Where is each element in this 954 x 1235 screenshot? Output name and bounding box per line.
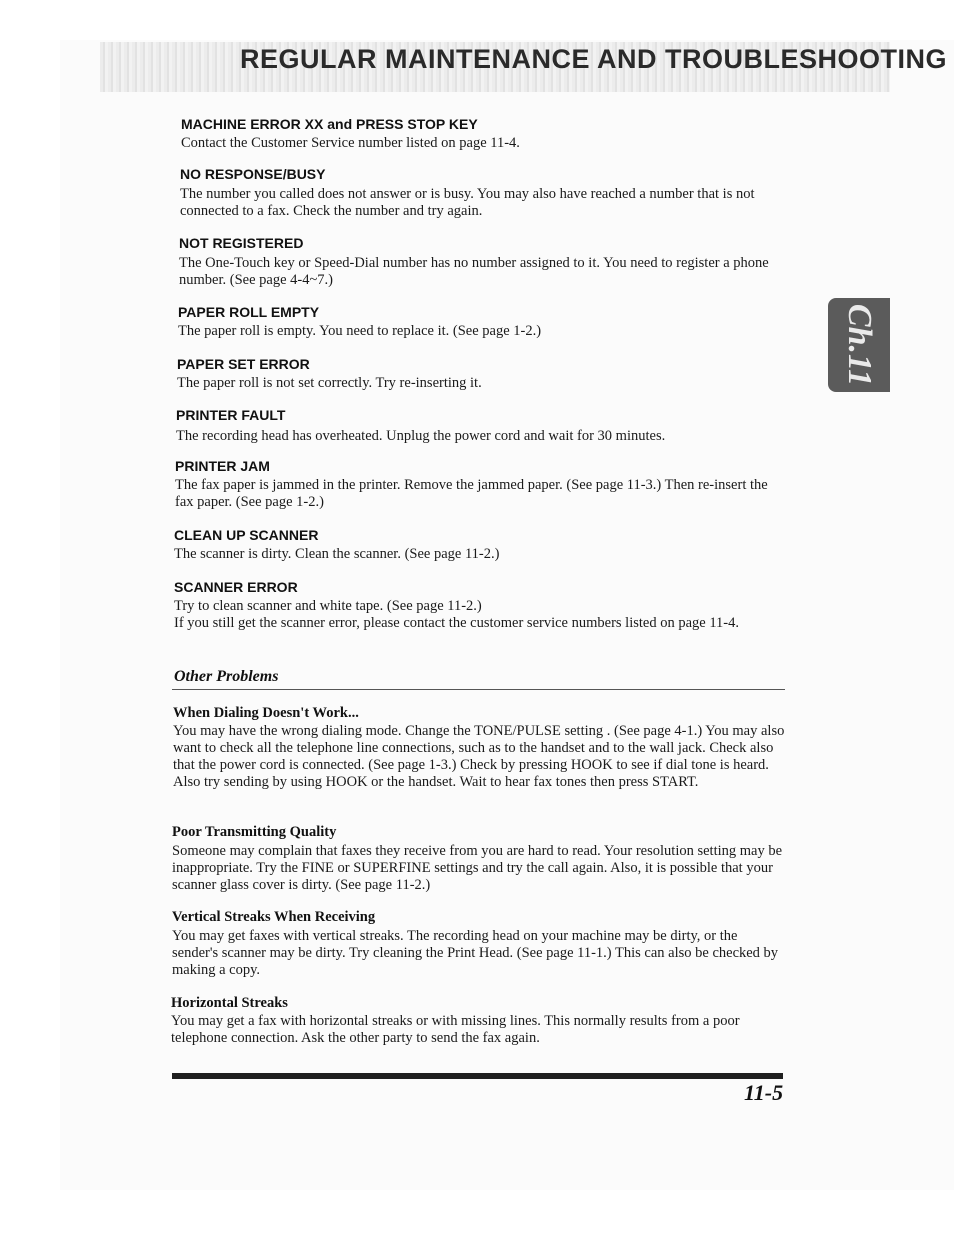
error-description: Contact the Customer Service number listed on page 11-4. — [181, 135, 520, 151]
page-title: REGULAR MAINTENANCE AND TROUBLESHOOTING — [240, 44, 947, 74]
error-description-continued: If you still get the scanner error, please contact the customer service numbers listed on page 11-4. — [174, 615, 739, 631]
problem-description: Someone may complain that faxes they receive from you are hard to read. Your resolution setting may be inappropriate. Try the FINE or SUPERFINE settings and try the call again. Also, it is possible that your scanner glass cover is dirty. (See page 11-2.) — [172, 843, 783, 893]
error-heading: NOT REGISTERED — [179, 235, 304, 251]
problem-heading: Poor Transmitting Quality — [172, 824, 337, 840]
error-heading: PAPER ROLL EMPTY — [178, 304, 320, 320]
error-description: The recording head has overheated. Unplug the power cord and wait for 30 minutes. — [176, 428, 666, 444]
problem-description: You may get faxes with vertical streaks. The recording head on your machine may be dirty, or the sender's scanner may be dirty. Try cleaning the Print Head. (See page 11-1.) This can also be checked by making a copy. — [172, 928, 779, 978]
footer-rule — [172, 1073, 783, 1079]
problem-description: You may have the wrong dialing mode. Change the TONE/PULSE setting . (See page 4-1.) You may also want to check all the telephone line connections, such as to the handset and to the wall jack. Check also that the power cord is connected. (See page 1-3.) Check by pressing HOOK to see if dial tone is heard. Also try sending by using HOOK or the handset. Wait to hear fax tones then press START. — [173, 723, 785, 790]
page-number: 11-5 — [744, 1080, 784, 1105]
error-heading: NO RESPONSE/BUSY — [180, 166, 326, 182]
error-description: The paper roll is not set correctly. Try re-inserting it. — [177, 375, 482, 391]
error-description: The One-Touch key or Speed-Dial number has no number assigned to it. You need to register a phone number. (See page 4-4~7.) — [179, 255, 769, 288]
error-heading: MACHINE ERROR XX and PRESS STOP KEY — [181, 116, 478, 132]
error-heading: CLEAN UP SCANNER — [174, 527, 319, 543]
error-heading: SCANNER ERROR — [174, 579, 298, 595]
section-divider — [172, 689, 785, 690]
error-description: The number you called does not answer or is busy. You may also have reached a number that is not connected to a fax. Check the number and try again. — [180, 186, 755, 219]
section-title-other-problems: Other Problems — [174, 668, 279, 685]
error-description: The scanner is dirty. Clean the scanner. (See page 11-2.) — [174, 546, 500, 562]
chapter-tab-label: Ch.11 — [841, 303, 878, 387]
error-description: The paper roll is empty. You need to replace it. (See page 1-2.) — [178, 323, 542, 339]
error-heading: PRINTER JAM — [175, 458, 270, 474]
problem-description: You may get a fax with horizontal streaks or with missing lines. This normally results from a poor telephone connection. Ask the other party to send the fax again. — [171, 1013, 740, 1046]
error-heading: PRINTER FAULT — [176, 407, 286, 423]
problem-heading: Horizontal Streaks — [171, 995, 288, 1011]
error-heading: PAPER SET ERROR — [177, 356, 310, 372]
error-description: Try to clean scanner and white tape. (See page 11-2.) — [174, 598, 482, 614]
problem-heading: When Dialing Doesn't Work... — [173, 705, 359, 721]
error-description: The fax paper is jammed in the printer. Remove the jammed paper. (See page 11-3.) Then re-insert the fax paper. (See page 1-2.) — [175, 477, 768, 510]
problem-heading: Vertical Streaks When Receiving — [172, 909, 376, 925]
